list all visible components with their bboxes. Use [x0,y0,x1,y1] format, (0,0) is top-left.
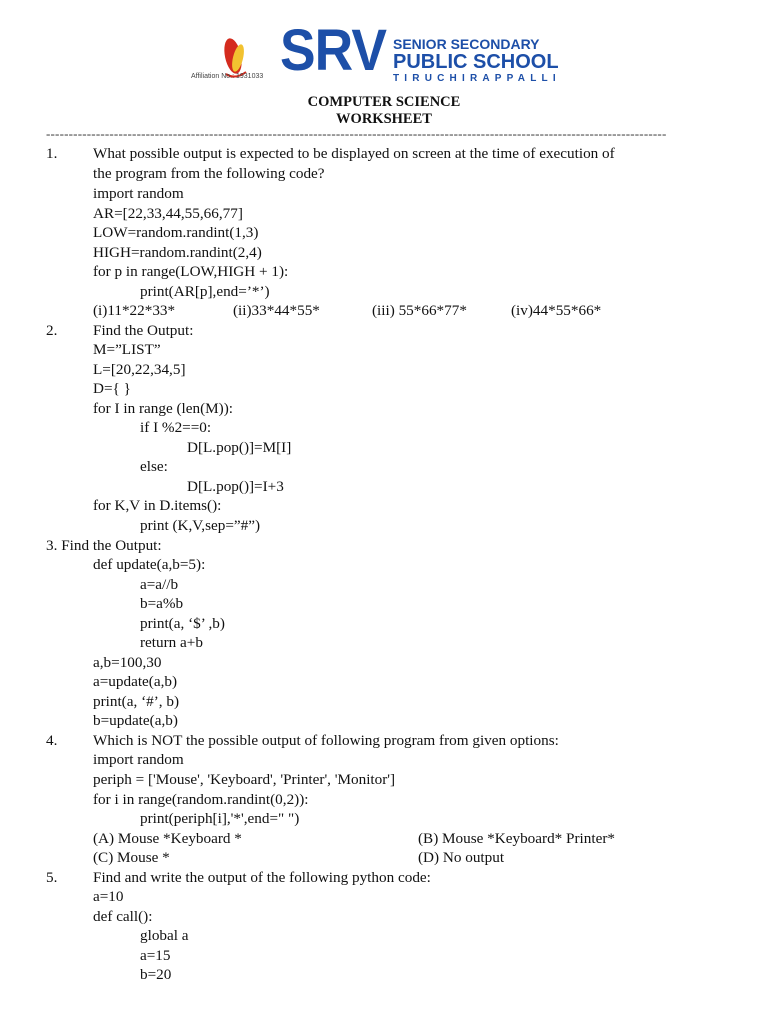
q2-number: 2. [46,322,58,339]
code-line: return a+b [140,634,203,651]
q4-text: Which is NOT the possible output of following program from given options: [93,732,559,749]
q1-text-cont: the program from the following code? [93,165,325,182]
school-name-line1: SENIOR SECONDARY [393,36,540,52]
code-line: M=”LIST” [93,341,161,358]
code-line: a,b=100,30 [93,654,162,671]
q4-number: 4. [46,732,58,749]
q1-text: What possible output is expected to be displayed on screen at the time of execution of [93,145,615,162]
code-line: print(a, ‘#’, b) [93,693,180,710]
q3-heading: 3. Find the Output: [46,537,162,554]
code-line: a=update(a,b) [93,673,178,690]
school-name-line2: PUBLIC SCHOOL [393,51,559,73]
q5-number: 5. [46,869,58,886]
q1-option-iv: (iv)44*55*66* [511,302,602,319]
q1-number: 1. [46,145,58,162]
code-line: L=[20,22,34,5] [93,361,186,378]
code-line: a=15 [140,947,171,964]
code-line: print(periph[i],'*',end=" ") [140,810,300,827]
code-line: LOW=random.randint(1,3) [93,224,259,241]
q2-text: Find the Output: [93,322,194,339]
code-line: for K,V in D.items(): [93,497,222,514]
code-line: b=20 [140,966,172,983]
q1-option-i: (i)11*22*33* [93,302,176,319]
school-name-line3: TIRUCHIRAPPALLI [393,73,561,84]
code-line: print(a, ‘$’ ,b) [140,615,225,632]
code-line: def call(): [93,908,153,925]
q5-text: Find and write the output of the following python code: [93,869,431,886]
code-line: for p in range(LOW,HIGH + 1): [93,263,289,280]
subject-title: COMPUTER SCIENCE [307,94,461,110]
code-line: global a [140,927,189,944]
separator-line: ----------------------------------------------------------------------------------------------------------------------------------------- [46,126,667,140]
code-line: HIGH=random.randint(2,4) [93,244,262,261]
q4-option-c: (C) Mouse * [93,849,170,866]
code-line: print (K,V,sep=”#”) [140,517,261,534]
q4-option-b: (B) Mouse *Keyboard* Printer* [418,830,615,847]
code-line: print(AR[p],end=’*’) [140,283,270,300]
code-line: D={ } [93,380,131,397]
code-line: D[L.pop()]=M[I] [187,439,292,456]
school-name [393,37,561,84]
q1-option-iii: (iii) 55*66*77* [372,302,467,319]
code-line: for I in range (len(M)): [93,400,234,417]
logo-letters: SRV [280,18,387,83]
school-header [0,18,768,90]
code-line: AR=[22,33,44,55,66,77] [93,205,243,222]
code-line: import random [93,751,184,768]
code-line: D[L.pop()]=I+3 [187,478,284,495]
code-line: periph = ['Mouse', 'Keyboard', 'Printer', 'Monitor'] [93,771,396,788]
code-line: for i in range(random.randint(0,2)): [93,791,309,808]
q4-option-a: (A) Mouse *Keyboard * [93,830,242,847]
code-line: b=update(a,b) [93,712,178,729]
code-line: def update(a,b=5): [93,556,206,573]
worksheet-title: WORKSHEET [336,111,432,127]
code-line: b=a%b [140,595,184,612]
code-line: a=10 [93,888,124,905]
code-line: import random [93,185,184,202]
code-line: if I %2==0: [140,419,212,436]
code-line: else: [140,458,168,475]
code-line: a=a//b [140,576,179,593]
q1-option-ii: (ii)33*44*55* [233,302,320,319]
affiliation-number: Affiliation No.: 1931033 [191,73,264,80]
q4-option-d: (D) No output [418,849,505,866]
